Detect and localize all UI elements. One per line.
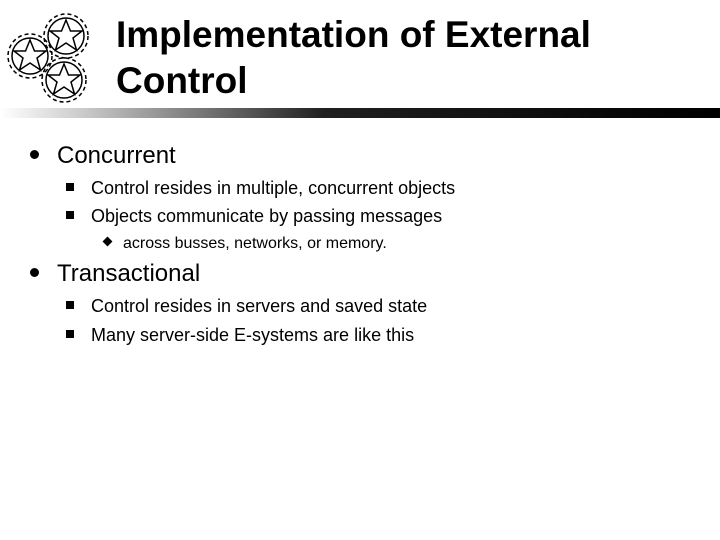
sub-bullet-item bbox=[66, 177, 455, 199]
bullet-text: Transactional bbox=[57, 260, 201, 287]
square-bullet-icon bbox=[66, 330, 74, 338]
sub-bullet-item bbox=[66, 205, 442, 227]
round-bullet-icon bbox=[30, 268, 39, 277]
square-bullet-icon bbox=[66, 301, 74, 309]
sub-bullet-text: Control resides in multiple, concurrent objects bbox=[91, 178, 456, 198]
sub-bullet-item bbox=[66, 295, 427, 317]
sub-bullet-text: Objects communicate by passing messages bbox=[91, 206, 443, 226]
sub-bullet-text: Control resides in servers and saved state bbox=[91, 296, 428, 316]
square-bullet-icon bbox=[66, 183, 74, 191]
bullet-item-transactional bbox=[30, 260, 200, 288]
bullet-text: Concurrent bbox=[57, 142, 176, 169]
slide-title: Implementation of External Control bbox=[116, 14, 591, 101]
star-cluster-logo bbox=[0, 6, 100, 104]
round-bullet-icon bbox=[30, 150, 39, 159]
title-divider bbox=[0, 108, 720, 118]
sub-bullet-text: Many server-side E-systems are like this bbox=[91, 325, 415, 345]
sub-bullet-item bbox=[66, 324, 414, 346]
square-bullet-icon bbox=[66, 211, 74, 219]
sub-sub-bullet-item bbox=[104, 234, 387, 254]
bullet-item-concurrent bbox=[30, 142, 176, 170]
sub-sub-bullet-text: across busses, networks, or memory. bbox=[123, 235, 387, 252]
diamond-bullet-icon bbox=[103, 237, 113, 247]
